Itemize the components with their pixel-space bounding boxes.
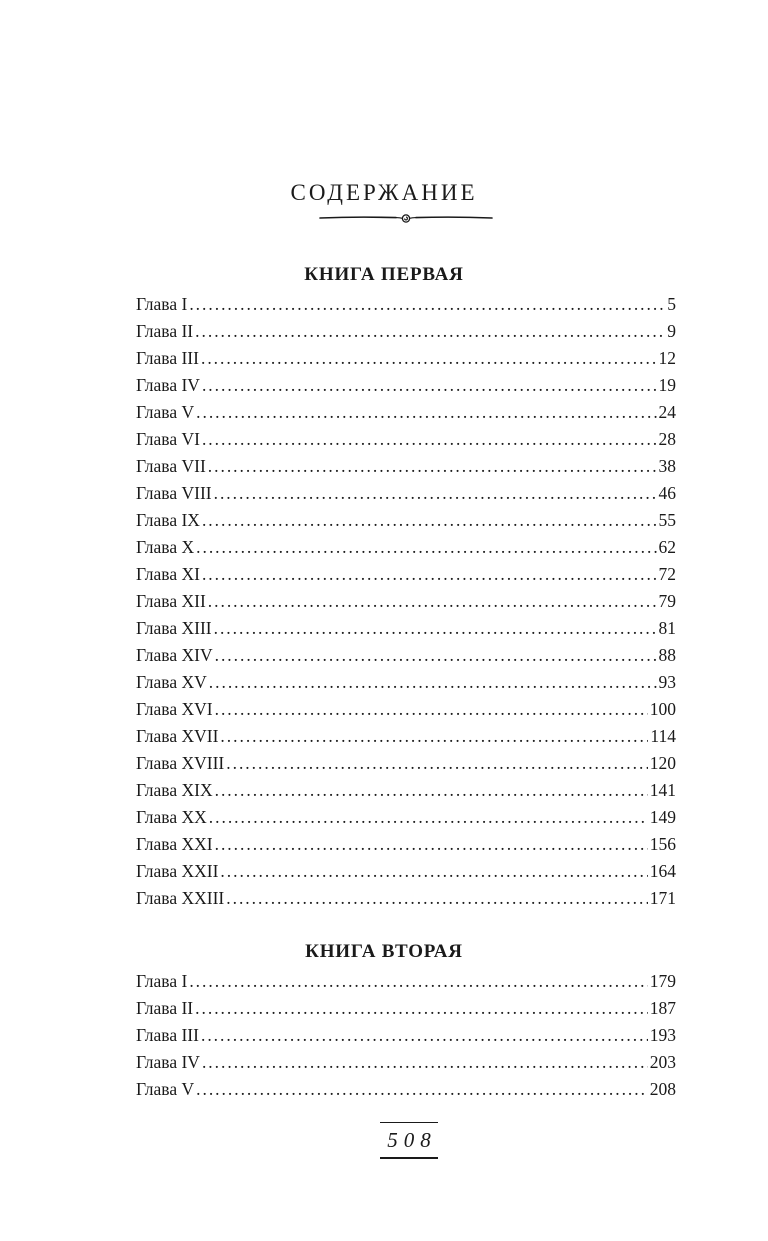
toc-entry-page: 46 — [658, 483, 676, 503]
toc-entry-page: 93 — [658, 672, 676, 692]
book-two-heading: КНИГА ВТОРАЯ — [305, 941, 463, 962]
toc-entry[interactable] — [136, 968, 676, 995]
toc-entry-label: Глава XIII — [136, 618, 212, 638]
toc-entry-label: Глава XVIII — [136, 753, 225, 773]
toc-entry-label: Глава I — [136, 971, 188, 991]
toc-entry-label: Глава XXII — [136, 861, 219, 881]
toc-entry-label: Глава V — [136, 1079, 195, 1099]
toc-leader-dots — [202, 1049, 648, 1076]
toc-leader-dots — [202, 372, 657, 399]
toc-entry-page: 100 — [649, 699, 676, 719]
toc-entry[interactable] — [136, 480, 676, 507]
toc-entry[interactable] — [136, 696, 676, 723]
toc-entry[interactable] — [136, 669, 676, 696]
toc-leader-dots — [201, 345, 657, 372]
toc-entry[interactable] — [136, 615, 676, 642]
toc-leader-dots — [202, 426, 657, 453]
toc-entry-label: Глава XIV — [136, 645, 213, 665]
toc-leader-dots — [209, 804, 648, 831]
toc-entry-page: 19 — [658, 375, 676, 395]
toc-entry[interactable] — [136, 1022, 676, 1049]
book-one-toc — [136, 291, 676, 912]
toc-entry-label: Глава VII — [136, 456, 206, 476]
toc-leader-dots — [226, 750, 648, 777]
toc-entry[interactable] — [136, 831, 676, 858]
toc-leader-dots — [196, 399, 656, 426]
toc-entry-page: 62 — [658, 537, 676, 557]
toc-entry-label: Глава II — [136, 998, 194, 1018]
toc-entry-page: 24 — [658, 402, 676, 422]
toc-entry-label: Глава XV — [136, 672, 207, 692]
toc-entry[interactable] — [136, 588, 676, 615]
toc-entry-page: 5 — [667, 294, 676, 314]
toc-entry[interactable] — [136, 858, 676, 885]
toc-entry[interactable] — [136, 318, 676, 345]
toc-entry-label: Глава XI — [136, 564, 200, 584]
toc-leader-dots — [215, 642, 657, 669]
page-number: 508 — [387, 1128, 437, 1152]
toc-entry[interactable] — [136, 561, 676, 588]
toc-entry-label: Глава IX — [136, 510, 200, 530]
toc-entry[interactable] — [136, 885, 676, 912]
toc-entry-label: Глава VI — [136, 429, 200, 449]
toc-entry[interactable] — [136, 777, 676, 804]
toc-entry-page: 9 — [667, 321, 676, 341]
book-one-heading: КНИГА ПЕРВАЯ — [304, 264, 464, 285]
toc-entry-page: 179 — [649, 971, 676, 991]
toc-leader-dots — [220, 858, 647, 885]
toc-entry[interactable] — [136, 291, 676, 318]
toc-entry-label: Глава XX — [136, 807, 207, 827]
toc-leader-dots — [209, 669, 657, 696]
toc-entry[interactable] — [136, 723, 676, 750]
toc-leader-dots — [202, 507, 657, 534]
toc-entry-page: 193 — [649, 1025, 676, 1045]
page-number-bottom-rule — [380, 1157, 438, 1159]
toc-entry[interactable] — [136, 453, 676, 480]
toc-entry-label: Глава V — [136, 402, 195, 422]
toc-entry-page: 203 — [649, 1052, 676, 1072]
swirl-ornament-icon — [318, 210, 494, 226]
toc-leader-dots — [189, 291, 665, 318]
toc-leader-dots — [208, 588, 657, 615]
toc-leader-dots — [226, 885, 648, 912]
toc-entry-label: Глава VIII — [136, 483, 212, 503]
toc-entry-page: 149 — [649, 807, 676, 827]
toc-entry-page: 28 — [658, 429, 676, 449]
book-two-toc — [136, 968, 676, 1103]
page-number-block — [380, 1122, 438, 1159]
toc-entry[interactable] — [136, 804, 676, 831]
toc-entry[interactable] — [136, 750, 676, 777]
toc-leader-dots — [195, 318, 665, 345]
toc-leader-dots — [214, 480, 657, 507]
toc-leader-dots — [215, 831, 648, 858]
toc-entry[interactable] — [136, 372, 676, 399]
toc-leader-dots — [196, 1076, 648, 1103]
toc-entry-label: Глава IV — [136, 1052, 200, 1072]
toc-leader-dots — [220, 723, 648, 750]
toc-entry-label: Глава XII — [136, 591, 206, 611]
page-title: СОДЕРЖАНИЕ — [290, 180, 478, 205]
toc-entry-label: Глава X — [136, 537, 195, 557]
toc-entry-label: Глава XXIII — [136, 888, 225, 908]
toc-entry[interactable] — [136, 534, 676, 561]
toc-leader-dots — [196, 534, 656, 561]
toc-leader-dots — [214, 615, 657, 642]
toc-entry[interactable] — [136, 507, 676, 534]
toc-entry-label: Глава XXI — [136, 834, 213, 854]
toc-entry-label: Глава XVI — [136, 699, 213, 719]
toc-entry[interactable] — [136, 1076, 676, 1103]
toc-entry-page: 208 — [649, 1079, 676, 1099]
toc-leader-dots — [202, 561, 657, 588]
toc-entry-page: 55 — [658, 510, 676, 530]
toc-entry[interactable] — [136, 399, 676, 426]
toc-entry-page: 120 — [649, 753, 676, 773]
toc-entry-page: 141 — [649, 780, 676, 800]
toc-leader-dots — [195, 995, 648, 1022]
toc-entry-page: 171 — [649, 888, 676, 908]
toc-leader-dots — [189, 968, 647, 995]
toc-entry-label: Глава III — [136, 1025, 199, 1045]
toc-entry[interactable] — [136, 1049, 676, 1076]
toc-entry-label: Глава I — [136, 294, 188, 314]
toc-leader-dots — [215, 777, 648, 804]
toc-leader-dots — [208, 453, 657, 480]
toc-entry[interactable] — [136, 642, 676, 669]
toc-entry-page: 38 — [658, 456, 676, 476]
toc-entry-page: 12 — [658, 348, 676, 368]
toc-entry-page: 88 — [658, 645, 676, 665]
toc-entry[interactable] — [136, 345, 676, 372]
toc-entry-label: Глава III — [136, 348, 199, 368]
toc-entry-page: 114 — [650, 726, 676, 746]
toc-entry-label: Глава XVII — [136, 726, 219, 746]
toc-entry[interactable] — [136, 995, 676, 1022]
toc-entry-page: 156 — [649, 834, 676, 854]
toc-entry-page: 72 — [658, 564, 676, 584]
toc-leader-dots — [201, 1022, 648, 1049]
toc-leader-dots — [215, 696, 648, 723]
toc-entry-page: 81 — [658, 618, 676, 638]
toc-entry-label: Глава IV — [136, 375, 200, 395]
toc-entry-label: Глава XIX — [136, 780, 213, 800]
toc-entry[interactable] — [136, 426, 676, 453]
toc-entry-page: 164 — [649, 861, 676, 881]
toc-entry-page: 187 — [649, 998, 676, 1018]
toc-entry-label: Глава II — [136, 321, 194, 341]
toc-entry-page: 79 — [658, 591, 676, 611]
